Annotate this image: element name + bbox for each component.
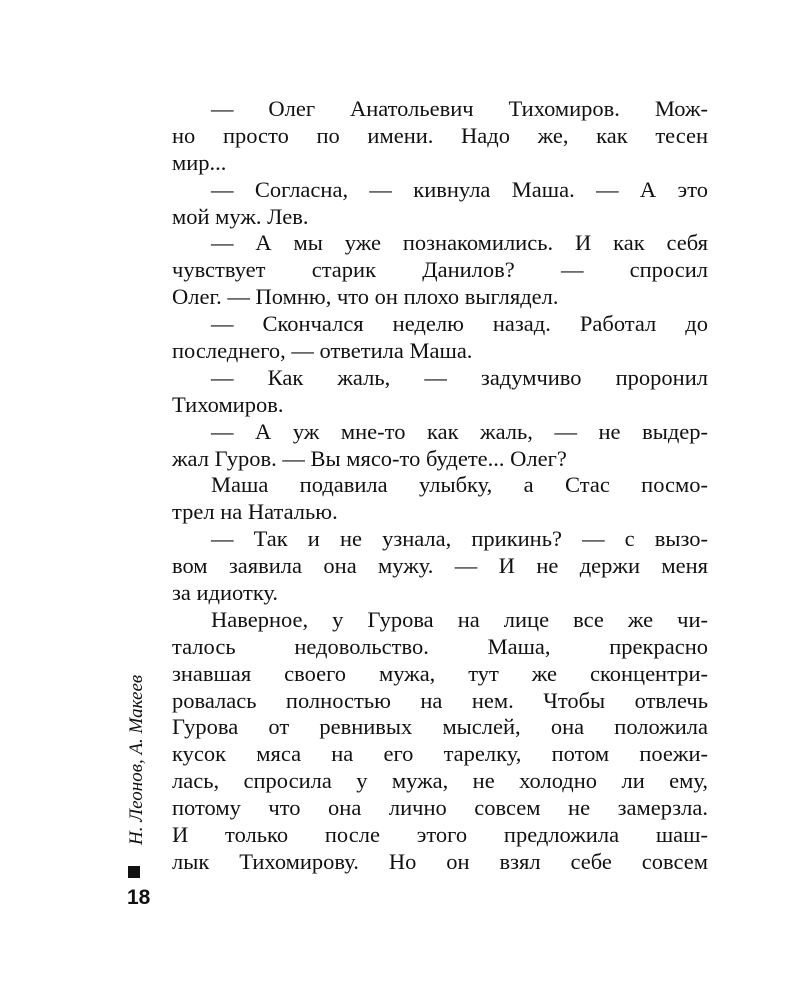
authors-running-header: Н. Леонов, А. Макеев (126, 674, 147, 845)
text-line: талось недовольство. Маша, прекрасно (172, 633, 708, 659)
text-line: — А уж мне-то как жаль, — не выдер- (211, 418, 708, 444)
text-line: — Так и не узнала, прикинь? — с вызо- (211, 526, 708, 552)
text-line: Гурова от ревнивых мыслей, она положила (172, 714, 708, 740)
text-line: лась, спросила у мужа, не холодно ли ему, (172, 768, 708, 794)
text-line: мир... (172, 149, 227, 175)
body-text (172, 96, 708, 876)
text-line: знавшая своего мужа, тут же сконцентри- (172, 660, 708, 686)
text-line: последнего, — ответила Маша. (172, 338, 473, 364)
text-line: Тихомиров. (172, 391, 284, 417)
text-line: трел на Наталью. (172, 499, 338, 525)
text-line: Наверное, у Гурова на лице все же чи- (211, 606, 708, 632)
text-line: — А мы уже познакомились. И как себя (211, 230, 708, 256)
text-line: — Как жаль, — задумчиво проронил (211, 364, 708, 390)
text-line: лык Тихомирову. Но он взял себе совсем (172, 848, 708, 874)
text-line: кусок мяса на его тарелку, потом поежи- (172, 741, 708, 767)
text-line: чувствует старик Данилов? — спросил (172, 257, 708, 283)
text-line: но просто по имени. Надо же, как тесен (172, 122, 708, 148)
text-line: И только после этого предложила шаш- (172, 822, 708, 848)
text-line: — Олег Анатольевич Тихомиров. Мож- (211, 96, 708, 121)
text-line: ровалась полностью на нем. Чтобы отвлечь (172, 687, 708, 713)
text-line: вом заявила она мужу. — И не держи меня (172, 553, 708, 579)
text-line: — Согласна, — кивнула Маша. — А это (211, 176, 708, 202)
page-marker-square (128, 866, 140, 878)
text-line: мой муж. Лев. (172, 203, 309, 229)
text-line: жал Гуров. — Вы мясо-то будете... Олег? (172, 445, 567, 471)
text-line: Олег. — Помню, что он плохо выглядел. (172, 284, 559, 310)
text-line: — Скончался неделю назад. Работал до (211, 311, 708, 337)
text-line: потому что она лично совсем не замерзла. (172, 795, 708, 821)
text-line: за идиотку. (172, 580, 279, 606)
text-line: Маша подавила улыбку, а Стас посмо- (211, 472, 708, 498)
page-number: 18 (127, 886, 151, 909)
